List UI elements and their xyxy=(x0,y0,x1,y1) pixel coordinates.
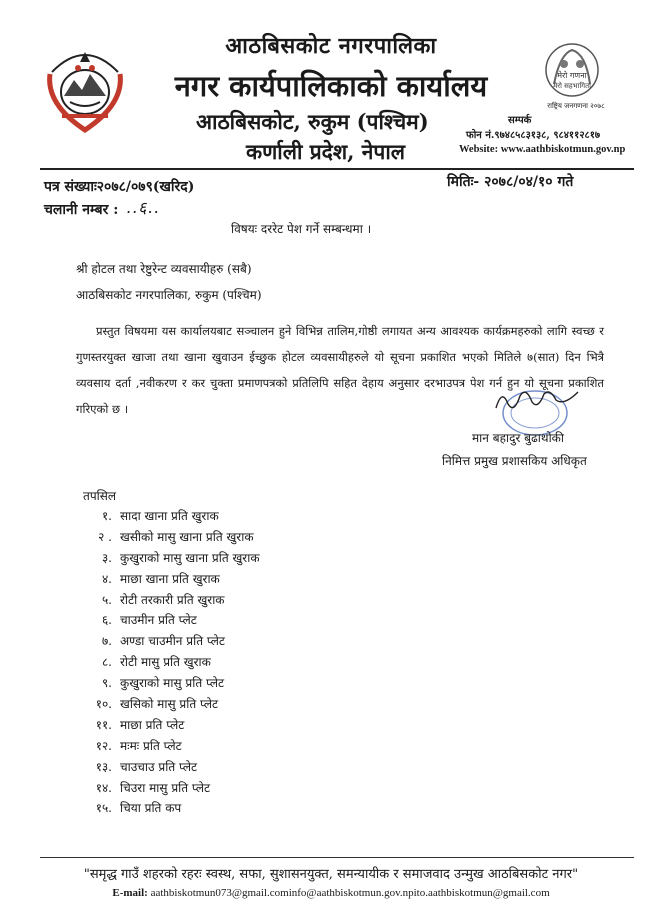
chalani-label: चलानी नम्बर : xyxy=(44,202,119,218)
list-item: २ . खसीको मासु खाना प्रति खुराक xyxy=(98,529,254,544)
list-item: १५. चिया प्रति कप xyxy=(95,801,182,816)
list-item: १०. खसिको मासु प्रति प्लेट xyxy=(95,697,219,712)
email-label: E-mail: xyxy=(112,887,148,899)
website-link[interactable]: Website: www.aathbiskotmun.gov.np xyxy=(459,144,626,155)
svg-text:मेरो गणना: मेरो गणना xyxy=(557,71,587,80)
list-item: १. सादा खाना प्रति खुराक xyxy=(101,509,219,523)
list-item: १२. मःमः प्रति प्लेट xyxy=(95,738,182,753)
svg-text:मेरो सहभागिता: मेरो सहभागिता xyxy=(553,82,591,90)
schedule-list xyxy=(84,506,260,819)
list-item: ३. कुखुराको मासु खाना प्रति खुराक xyxy=(101,550,260,565)
recipient-line-1: श्री होटल तथा रेष्टुरेन्ट व्यवसायीहरु (सबै) xyxy=(76,262,252,276)
footer-email xyxy=(0,887,662,899)
email-address[interactable]: aathbiskotmun073@gmail.cominfo@aathbiskotmun.gov.npito.aathbiskotmun@gmail.com xyxy=(150,887,550,899)
patra-sankhya: पत्र संख्याः२०७८/०७९(खरिद) xyxy=(44,179,195,195)
signature-icon xyxy=(492,384,582,414)
footer-slogan: "समृद्ध गाउँ शहरको रहरः स्वस्थ, सफा, सुशासनयुक्त, समन्यायीक र समाजवाद उन्मुख आठबिसकोट नगर" xyxy=(83,867,579,882)
municipality-name: आठबिसकोट नगरपालिका xyxy=(225,33,437,59)
list-item: १३. चाउचाउ प्रति प्लेट xyxy=(95,759,198,774)
letter-date: मितिः- २०७८/०४/१० गते xyxy=(447,174,574,190)
list-item: ९. कुखुराको मासु प्रति प्लेट xyxy=(101,676,225,691)
signatory-name: मान बहादुर बुढाथोकी xyxy=(472,431,565,445)
province-name: कर्णाली प्रदेश, नेपाल xyxy=(246,139,405,164)
list-item: ७. अण्डा चाउमीन प्रति प्लेट xyxy=(101,634,225,649)
header-divider xyxy=(40,168,634,170)
list-item: १४. चिउरा मासु प्रति प्लेट xyxy=(95,780,211,795)
census-logo-caption: राष्ट्रिय जनगणना २०७८ xyxy=(547,102,605,110)
footer-divider xyxy=(40,857,634,858)
recipient-line-2: आठबिसकोट नगरपालिका, रुकुम (पश्चिम) xyxy=(76,288,262,302)
schedule-heading: तपसिल xyxy=(83,489,117,503)
list-item: ६. चाउमीन प्रति प्लेट xyxy=(101,613,197,628)
contact-heading: सम्पर्क xyxy=(508,115,532,126)
letter-body: प्रस्तुत विषयमा यस कार्यालयबाट सञ्चालन हुने विभिन्न तालिम,गोष्ठी लगायत अन्य आवश्यक कार्यक्रमहरुको लागि स्वच्छ र गुणस्तरयुक्त खाजा तथा खाना खुवाउन ईच्छुक होटल व्यवसायीहरुले यो सूचना प्रकाशित भएको मितिले ७(सात) दिन भित्रै व्यवसाय दर्ता ,नवीकरण र कर चुक्ता प्रमाणपत्रको प्रतिलिपि सहित देहाय अनुसार दरभाउपत्र पेश गर्न हुन यो सूचना प्रकाशित गरिएको छ । xyxy=(76,324,604,416)
list-item: ११. माछा प्रति प्लेट xyxy=(95,717,185,732)
office-location: आठबिसकोट, रुकुम (पश्चिम) xyxy=(196,109,429,134)
chalani-value: ..६.. xyxy=(126,198,160,217)
letter-subject: विषयः दररेट पेश गर्ने सम्बन्धमा । xyxy=(231,222,372,236)
list-item: ८. रोटी मासु प्रति खुराक xyxy=(101,655,211,670)
phone-number: फोन नं.९७४८५८३१३८, ९८४११२८१७ xyxy=(466,130,601,141)
signatory-title: निमित्त प्रमुख प्रशासकिय अधिकृत xyxy=(442,454,587,468)
list-item: ४. माछा खाना प्रति खुराक xyxy=(101,571,220,586)
office-name: नगर कार्यपालिकाको कार्यालय xyxy=(174,69,488,103)
list-item: ५. रोटी तरकारी प्रति खुराक xyxy=(101,592,225,607)
